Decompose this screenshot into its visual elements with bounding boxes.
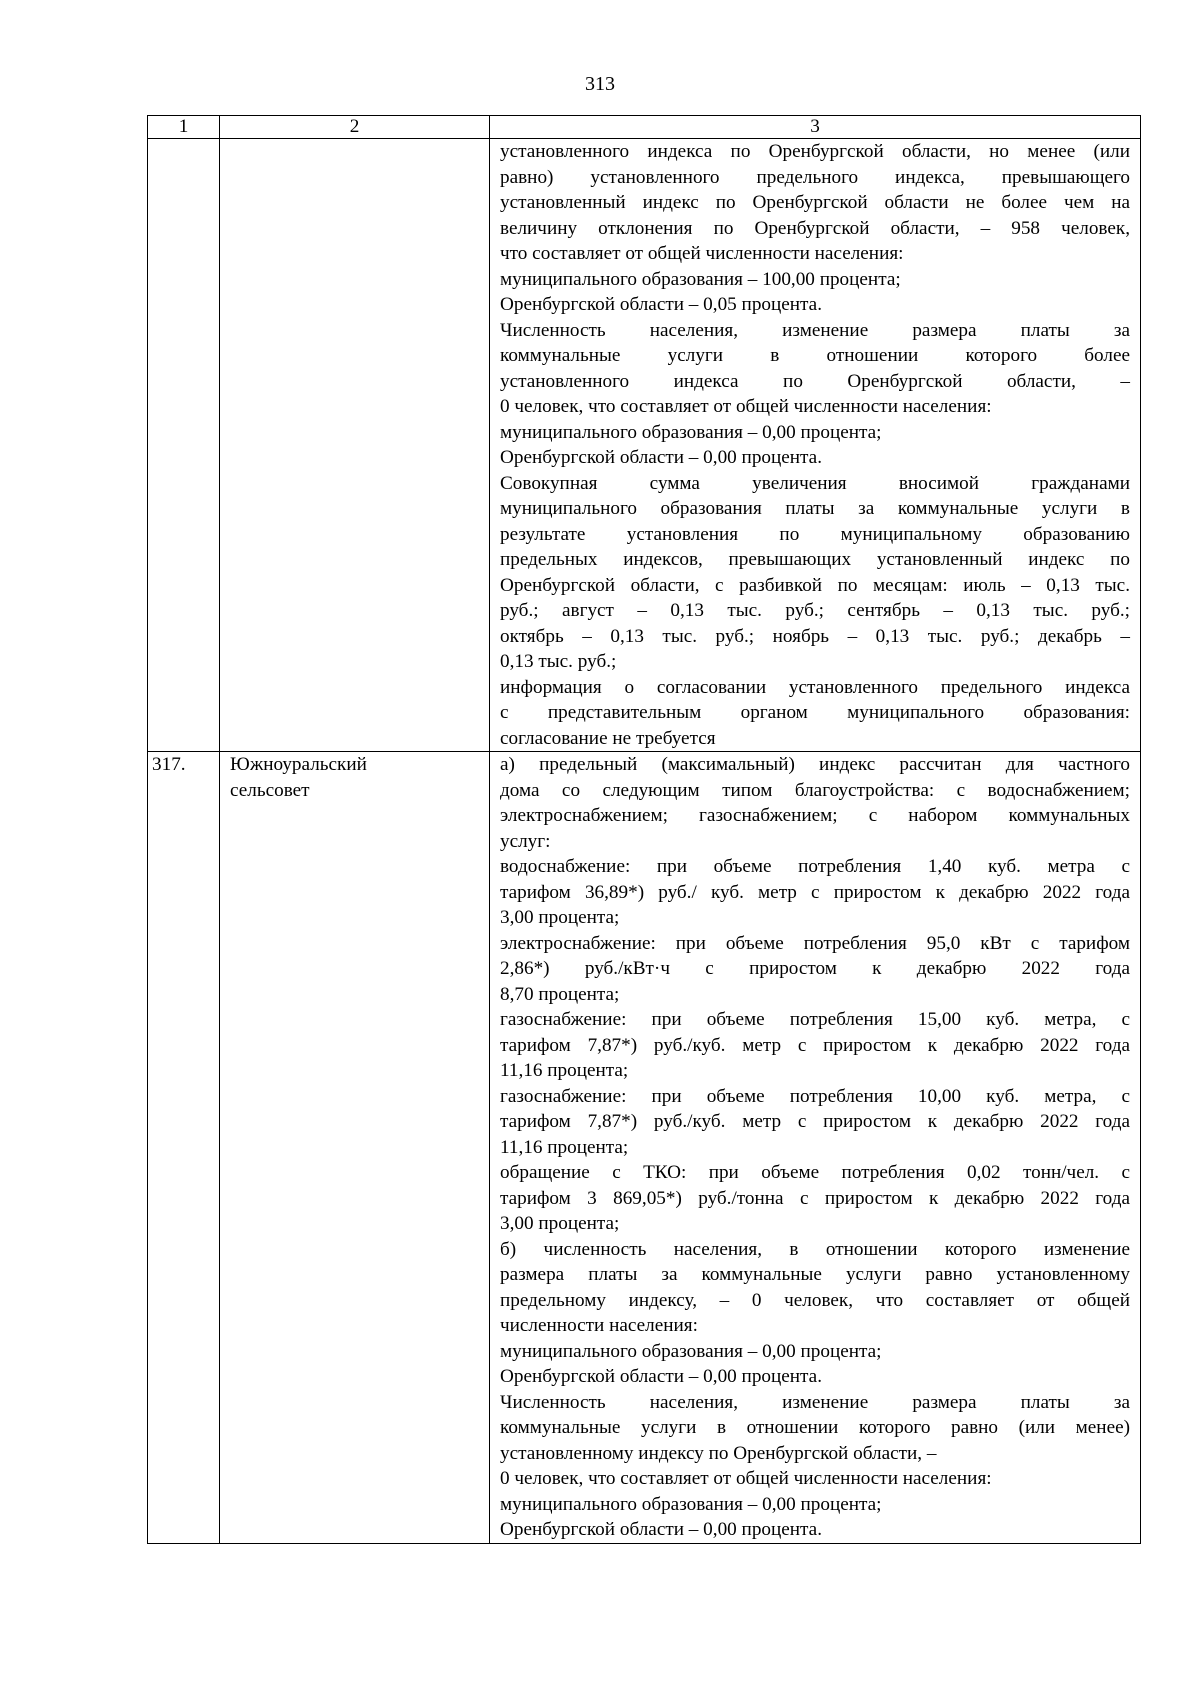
text-line: Численность населения, изменение размера платы за — [500, 319, 1130, 341]
column-header-2: 2 — [220, 116, 490, 139]
text-line: 8,70 процента; — [500, 983, 620, 1005]
text-line: электроснабжением; газоснабжением; с набором коммунальных — [500, 805, 1130, 826]
text-line: предельному индексу, – 0 человек, что составляет от общей — [500, 1289, 1130, 1311]
text-line: Оренбургской области – 0,00 процента. — [500, 1519, 822, 1540]
text-line: тарифом 7,87*) руб./куб. метр с приростом к декабрю 2022 года — [500, 1034, 1130, 1056]
municipal-index-table — [147, 115, 1141, 1544]
text-line: установленного индекса по Оренбургской области, – — [500, 370, 1130, 392]
text-line: газоснабжение: при объеме потребления 15,00 куб. метра, с — [500, 1009, 1130, 1030]
text-line: Численность населения, изменение размера платы за — [500, 1391, 1130, 1413]
column-header-1: 1 — [148, 116, 220, 139]
text-line: Оренбургской области, с разбивкой по месяцам: июль – 0,13 тыс. — [500, 574, 1130, 596]
text-line: дома со следующим типом благоустройства: с водоснабжением; — [500, 779, 1130, 801]
text-line: размера платы за коммунальные услуги равно установленному — [500, 1264, 1130, 1285]
text-line: 3,00 процента; — [500, 907, 620, 928]
text-line: коммунальные услуги в отношении которого более — [500, 345, 1130, 366]
text-line: Оренбургской области – 0,05 процента. — [500, 294, 822, 315]
text-line: предельных индексов, превышающих установленный индекс по — [500, 549, 1130, 570]
row-number-cell: 317. — [148, 752, 220, 1544]
text-line: муниципального образования платы за коммунальные услуги в — [500, 498, 1130, 519]
text-line: численности населения: — [500, 1315, 698, 1336]
text-line: 3,00 процента; — [500, 1213, 620, 1234]
text-line: водоснабжение: при объеме потребления 1,40 куб. метра с — [500, 856, 1130, 877]
text-line: что составляет от общей численности населения: — [500, 243, 904, 264]
text-line: муниципального образования – 0,00 процента; — [500, 1493, 882, 1515]
text-line: коммунальные услуги в отношении которого равно (или менее) — [500, 1417, 1130, 1438]
text-line: газоснабжение: при объеме потребления 10,00 куб. метра, с — [500, 1085, 1130, 1107]
table-row — [148, 752, 1141, 1544]
text-line: 11,16 процента; — [500, 1136, 629, 1158]
text-line: обращение с ТКО: при объеме потребления 0,02 тонн/чел. с — [500, 1162, 1130, 1183]
text-line: величину отклонения по Оренбургской области, – 958 человек, — [500, 217, 1130, 239]
text-line: 2,86*) руб./кВт·ч с приростом к декабрю 2022 года — [500, 958, 1130, 979]
text-line: установленный индекс по Оренбургской области не более чем на — [500, 192, 1130, 213]
text-line: услуг: — [500, 830, 551, 852]
column-header-3: 3 — [490, 116, 1141, 139]
text-line: а) предельный (максимальный) индекс рассчитан для частного — [500, 754, 1130, 775]
text-line: результате установления по муниципальному образованию — [500, 523, 1130, 545]
text-line: тарифом 7,87*) руб./куб. метр с приростом к декабрю 2022 года — [500, 1111, 1130, 1132]
municipality-name-line: Южноуральский — [230, 754, 367, 775]
text-line: муниципального образования – 100,00 процента; — [500, 268, 901, 290]
table-header-row — [148, 116, 1141, 139]
text-line: 11,16 процента; — [500, 1060, 629, 1081]
text-line: Оренбургской области – 0,00 процента. — [500, 447, 822, 468]
text-line: Оренбургской области – 0,00 процента. — [500, 1366, 822, 1387]
table-row — [148, 139, 1141, 752]
text-line: равно) установленного предельного индекса, превышающего — [500, 166, 1130, 188]
index-info-cell — [490, 752, 1141, 1544]
row-number-cell — [148, 139, 220, 752]
municipality-name-cell — [220, 139, 490, 752]
text-line: Совокупная сумма увеличения вносимой гражданами — [500, 472, 1130, 494]
text-line: согласование не требуется — [500, 727, 716, 749]
text-line: октябрь – 0,13 тыс. руб.; ноябрь – 0,13 тыс. руб.; декабрь – — [500, 625, 1130, 647]
text-line: руб.; август – 0,13 тыс. руб.; сентябрь – 0,13 тыс. руб.; — [500, 600, 1130, 621]
text-line: электроснабжение: при объеме потребления 95,0 кВт с тарифом — [500, 932, 1130, 954]
text-line: тарифом 3 869,05*) руб./тонна с приростом к декабрю 2022 года — [500, 1187, 1130, 1209]
text-line: с представительным органом муниципального образования: — [500, 702, 1130, 723]
text-line: муниципального образования – 0,00 процента; — [500, 421, 882, 443]
text-line: 0 человек, что составляет от общей численности населения: — [500, 1468, 992, 1489]
text-line: 0 человек, что составляет от общей численности населения: — [500, 396, 992, 417]
index-info-cell — [490, 139, 1141, 752]
text-line: 0,13 тыс. руб.; — [500, 651, 617, 672]
municipality-name-cell — [220, 752, 490, 1544]
text-line: установленного индекса по Оренбургской области, но менее (или — [500, 141, 1130, 162]
text-line: б) численность населения, в отношении которого изменение — [500, 1238, 1130, 1260]
page-number: 313 — [585, 73, 615, 95]
text-line: информация о согласовании установленного предельного индекса — [500, 676, 1130, 698]
text-line: муниципального образования – 0,00 процента; — [500, 1340, 882, 1362]
municipality-name-line: сельсовет — [230, 779, 310, 801]
text-line: тарифом 36,89*) руб./ куб. метр с приростом к декабрю 2022 года — [500, 881, 1130, 903]
text-line: установленному индексу по Оренбургской области, – — [500, 1442, 937, 1464]
